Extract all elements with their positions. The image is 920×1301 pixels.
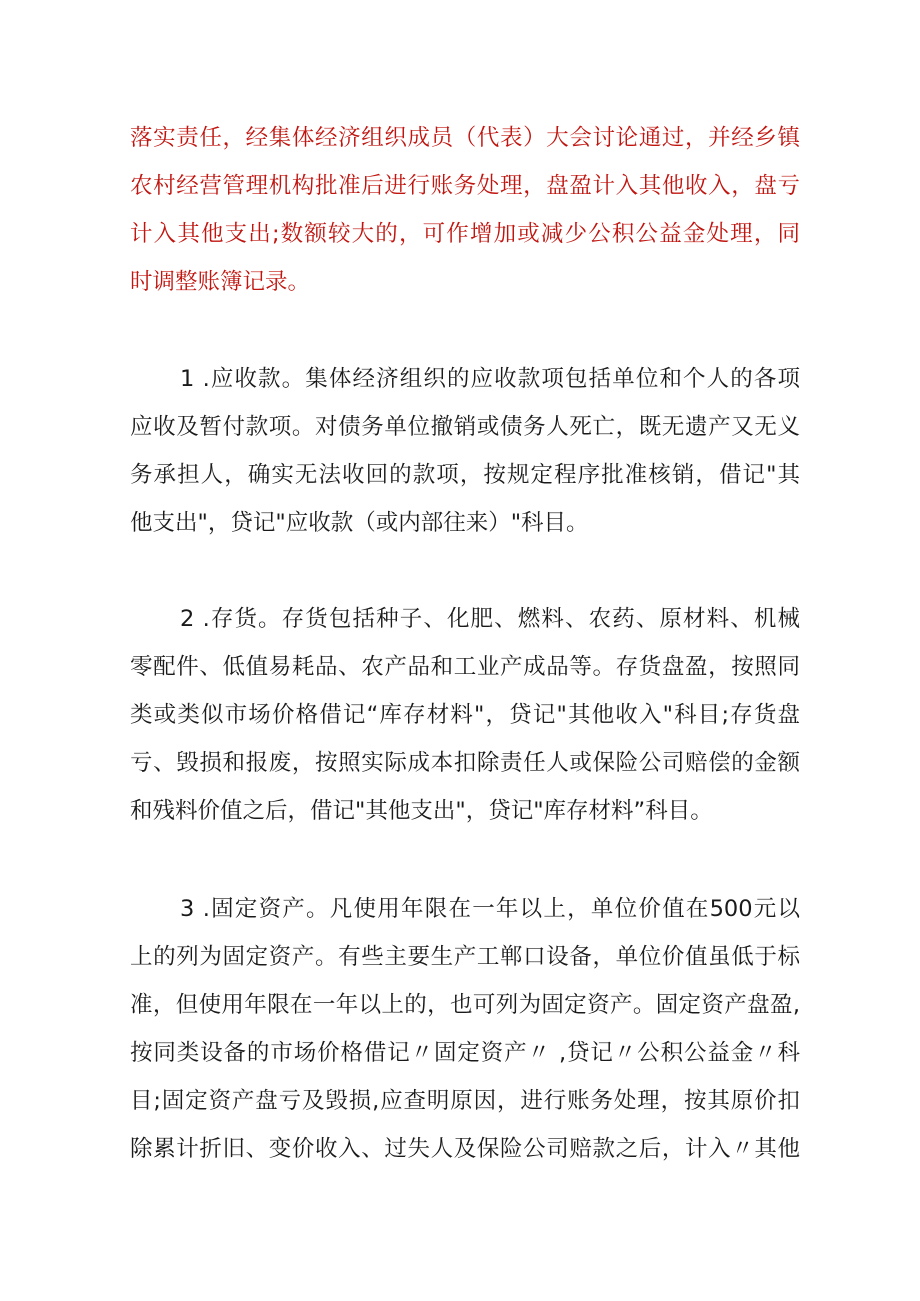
paragraph-responsibility [130, 114, 800, 306]
text-line: 按同类设备的市场价格借记〃固定资产〃 ,贷记〃公积公益金〃科 [130, 1040, 800, 1066]
text-line: 亏、毁损和报废，按照实际成本扣除责任人或保险公司赔偿的金额 [130, 750, 800, 776]
text-line: 上的列为固定资产。有些主要生产工郸口设备，单位价值虽低于标 [130, 944, 800, 970]
text-line: 3 .固定资产。凡使用年限在一年以上，单位价值在500元以 [180, 896, 800, 922]
text-line: 农村经营管理机构批准后进行账务处理，盘盈计入其他收入，盘亏 [130, 173, 800, 199]
text-line: 类或类似市场价格借记“库存材料"，贷记"其他收入"科目;存货盘 [130, 702, 800, 728]
text-line: 零配件、低值易耗品、农产品和工业产成品等。存货盘盈，按照同 [130, 654, 800, 680]
text-line: 准，但使用年限在一年以上的，也可列为固定资产。固定资产盘盈, [130, 992, 800, 1018]
paragraph-fixed-assets [130, 885, 800, 1173]
text-line: 落实责任，经集体经济组织成员（代表）大会讨论通过，并经乡镇 [130, 125, 800, 151]
text-line: 应收及暂付款项。对债务单位撤销或债务人死亡，既无遗产又无义 [130, 414, 800, 440]
text-line: 2 .存货。存货包括种子、化肥、燃料、农药、原材料、机械 [180, 606, 800, 632]
text-line: 务承担人，确实无法收回的款项，按规定程序批准核销，借记"其 [130, 462, 800, 488]
text-line: 1 .应收款。集体经济组织的应收款项包括单位和个人的各项 [180, 366, 800, 392]
paragraph-receivables [130, 355, 800, 547]
text-line: 计入其他支出;数额较大的，可作增加或减少公积公益金处理，同 [130, 221, 800, 247]
text-line: 目;固定资产盘亏及毁损,应查明原因，进行账务处理，按其原价扣 [130, 1088, 800, 1114]
paragraph-inventory [130, 595, 800, 835]
text-line: 和残料价值之后，借记"其他支出"，贷记"库存材料”科目。 [130, 798, 713, 824]
text-line: 时调整账簿记录。 [130, 269, 311, 295]
text-line: 除累计折旧、变价收入、过失人及保险公司赔款之后，计入〃其他 [130, 1136, 800, 1162]
text-line: 他支出"，贷记"应收款（或内部往来）"科目。 [130, 510, 589, 536]
